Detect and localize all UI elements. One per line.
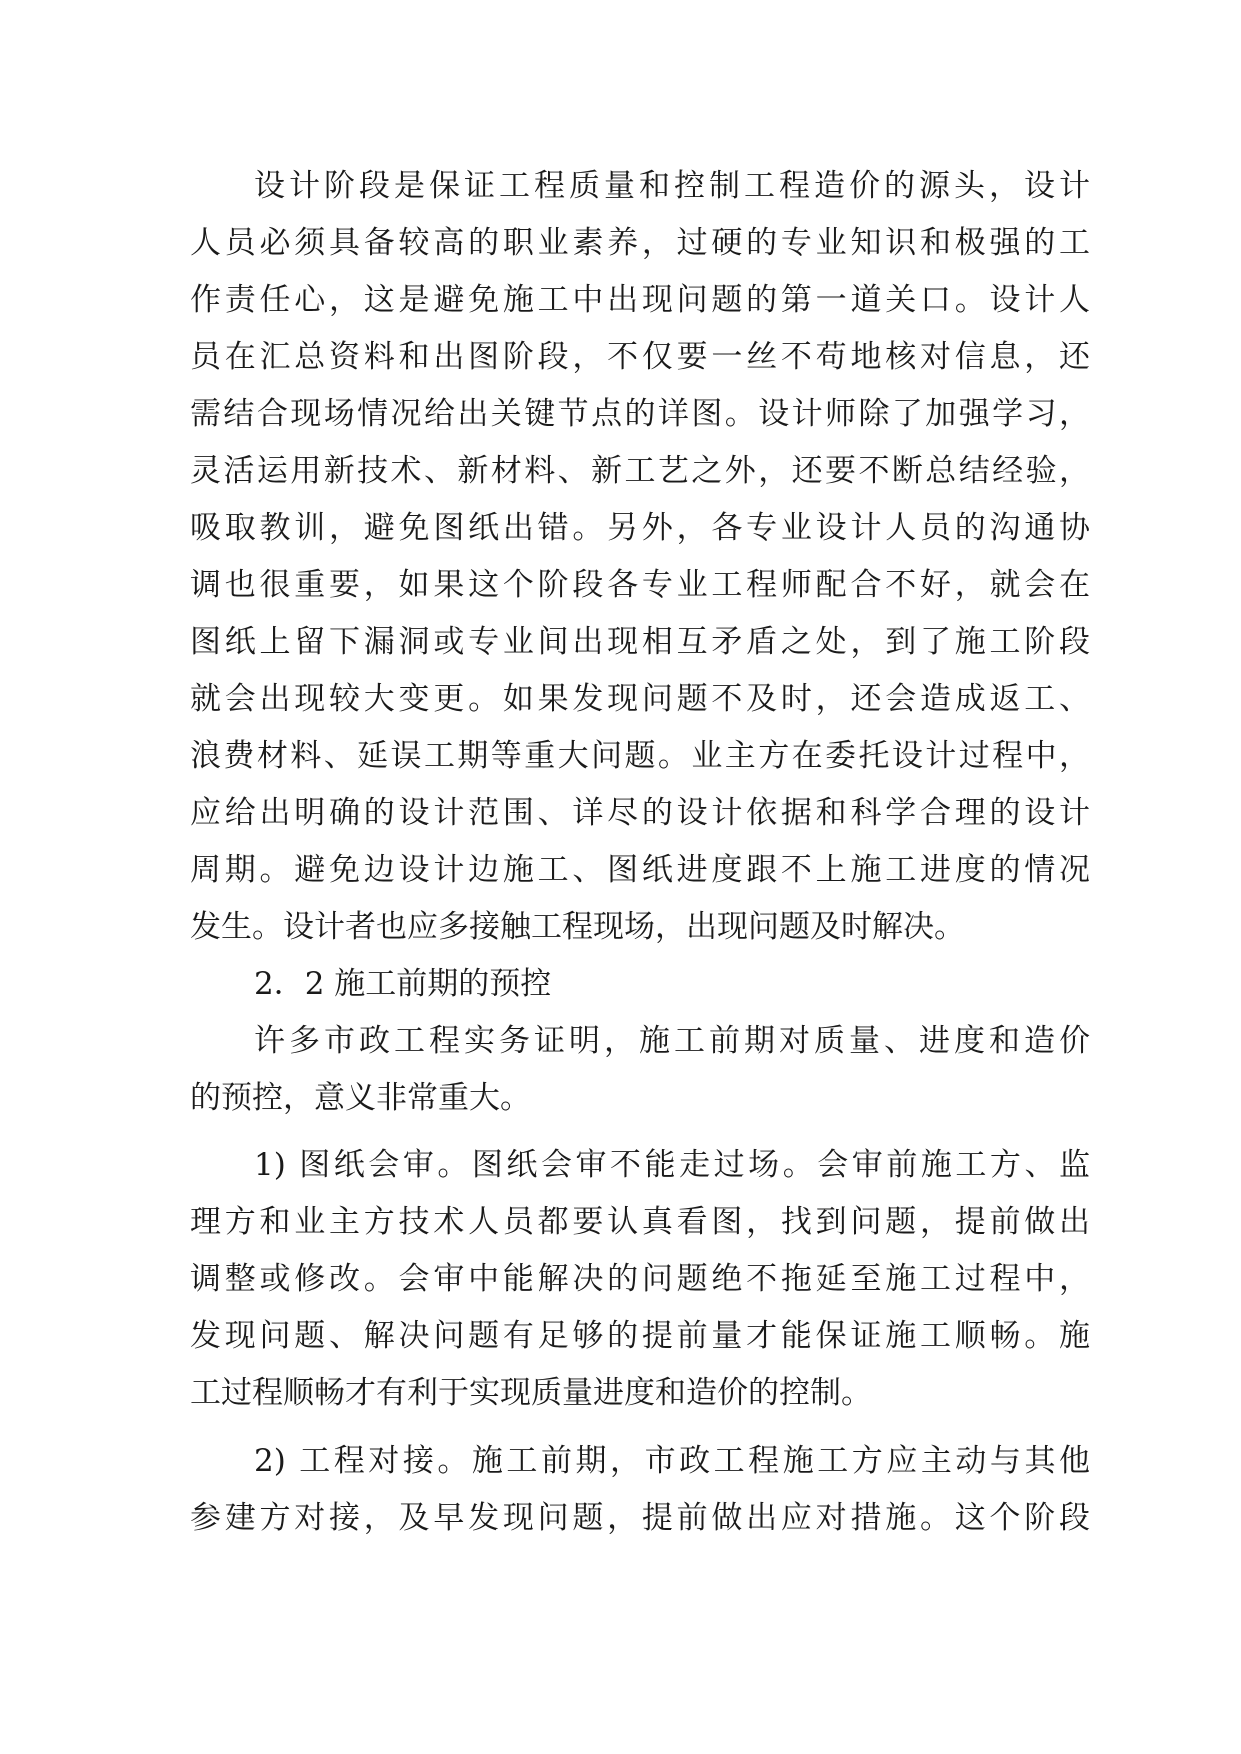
paragraph-line: 调整或修改。会审中能解决的问题绝不拖延至施工过程中， (190, 1261, 1090, 1297)
paragraph-line: 作责任心，这是避免施工中出现问题的第一道关口。设计人 (190, 282, 1090, 318)
paragraph-line: 就会出现较大变更。如果发现问题不及时，还会造成返工、 (190, 681, 1090, 717)
paragraph-line: 设计阶段是保证工程质量和控制工程造价的源头，设计 (254, 168, 1090, 204)
paragraph-line: 许多市政工程实务证明，施工前期对质量、进度和造价 (254, 1023, 1090, 1059)
paragraph-line: 灵活运用新技术、新材料、新工艺之外，还要不断总结经验， (190, 453, 1090, 489)
paragraph-line: 参建方对接，及早发现问题，提前做出应对措施。这个阶段 (190, 1500, 1090, 1536)
paragraph-line: 发现问题、解决问题有足够的提前量才能保证施工顺畅。施 (190, 1318, 1090, 1354)
paragraph-line: 员在汇总资料和出图阶段，不仅要一丝不苟地核对信息，还 (190, 339, 1090, 375)
paragraph-line: 需结合现场情况给出关键节点的详图。设计师除了加强学习， (190, 396, 1090, 432)
paragraph-line: 理方和业主方技术人员都要认真看图，找到问题，提前做出 (190, 1204, 1090, 1240)
section-heading: 2．2 施工前期的预控 (254, 966, 552, 1002)
paragraph-line: 周期。避免边设计边施工、图纸进度跟不上施工进度的情况 (190, 852, 1090, 888)
paragraph-line: 的预控，意义非常重大。 (190, 1080, 531, 1116)
paragraph-line: 吸取教训，避免图纸出错。另外，各专业设计人员的沟通协 (190, 510, 1090, 546)
paragraph-line: 人员必须具备较高的职业素养，过硬的专业知识和极强的工 (190, 225, 1090, 261)
paragraph-line: 调也很重要，如果这个阶段各专业工程师配合不好，就会在 (190, 567, 1090, 603)
paragraph-line: 应给出明确的设计范围、详尽的设计依据和科学合理的设计 (190, 795, 1090, 831)
list-item-line: 1) 图纸会审。图纸会审不能走过场。会审前施工方、监 (254, 1147, 1090, 1183)
paragraph-line: 浪费材料、延误工期等重大问题。业主方在委托设计过程中， (190, 738, 1090, 774)
paragraph-line: 工过程顺畅才有利于实现质量进度和造价的控制。 (190, 1375, 872, 1411)
list-item-line: 2) 工程对接。施工前期，市政工程施工方应主动与其他 (254, 1443, 1090, 1479)
paragraph-line: 发生。设计者也应多接触工程现场，出现问题及时解决。 (190, 909, 965, 945)
paragraph-line: 图纸上留下漏洞或专业间出现相互矛盾之处，到了施工阶段 (190, 624, 1090, 660)
